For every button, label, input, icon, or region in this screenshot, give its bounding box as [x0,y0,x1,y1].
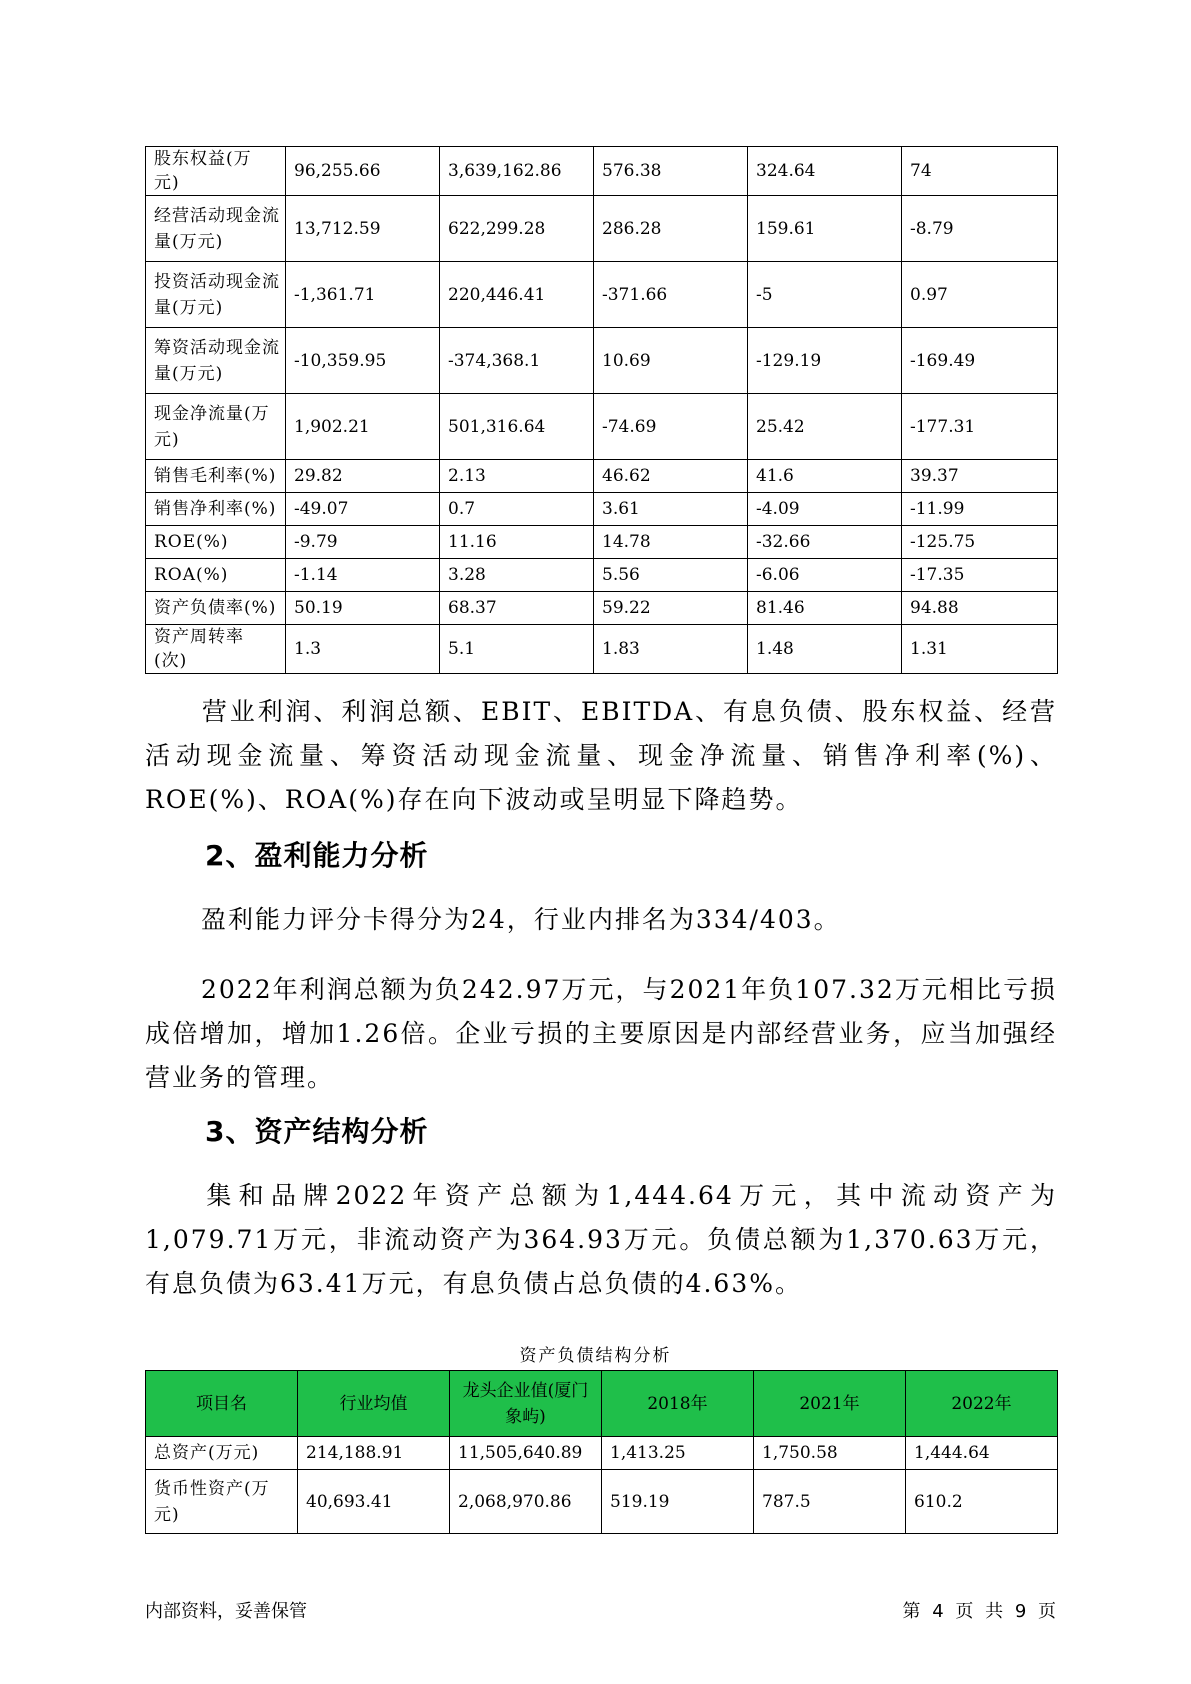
cell-industry-avg: 1,902.21 [286,394,440,460]
cell-industry-avg: -9.79 [286,526,440,559]
row-label: 销售毛利率(%) [146,460,286,493]
asset-structure-text: 集和品牌2022年资产总额为1,444.64万元，其中流动资产为1,079.71万元，非流动资产为364.93万元。负债总额为1,370.63万元，有息负债为63.41万元，有息负债占总负债的4.63%。 [145,1181,1057,1298]
trend-summary-text: 营业利润、利润总额、EBIT、EBITDA、有息负债、股东权益、经营活动现金流量、筹资活动现金流量、现金净流量、销售净利率(%)、ROE(%)、ROA(%)存在向下波动或呈明显下降趋势。 [145,697,1057,814]
cell-2018: 5.56 [594,559,748,592]
cell-2018: 3.61 [594,493,748,526]
cell-industry-avg: 50.19 [286,592,440,625]
cell-2018: 576.38 [594,147,748,196]
section-heading-profitability: 2、盈利能力分析 [205,839,429,872]
table-row [146,262,1058,328]
cell-leader: 3,639,162.86 [440,147,594,196]
cell-2022: -8.79 [902,196,1058,262]
cell-2022: 1.31 [902,625,1058,674]
row-label: 销售净利率(%) [146,493,286,526]
row-label: 资产周转率(次) [146,625,286,674]
cell-2021: -5 [748,262,902,328]
cell-2022: -177.31 [902,394,1058,460]
header-2021: 2021年 [754,1371,906,1437]
cell-2021: 25.42 [748,394,902,460]
row-label: 资产负债率(%) [146,592,286,625]
cell-2021: 159.61 [748,196,902,262]
table-row [146,147,1058,196]
cell-2022: 0.97 [902,262,1058,328]
cell-2018: 14.78 [594,526,748,559]
header-2022: 2022年 [906,1371,1058,1437]
profitability-score-paragraph [145,898,1057,942]
table-row [146,196,1058,262]
table-row [146,1470,1058,1534]
financial-indicators-table [145,146,1058,674]
table-row [146,526,1058,559]
table-row [146,625,1058,674]
row-label: 股东权益(万元) [146,147,286,196]
cell-industry-avg: 40,693.41 [298,1470,450,1534]
cell-2022: -17.35 [902,559,1058,592]
cell-2021: -129.19 [748,328,902,394]
cell-2021: 787.5 [754,1470,906,1534]
cell-leader: 68.37 [440,592,594,625]
cell-2021: 1,750.58 [754,1437,906,1470]
cell-2022: 1,444.64 [906,1437,1058,1470]
cell-2021: -4.09 [748,493,902,526]
cell-leader: 2,068,970.86 [450,1470,602,1534]
table-header-row [146,1371,1058,1437]
cell-industry-avg: -1,361.71 [286,262,440,328]
cell-industry-avg: -1.14 [286,559,440,592]
cell-2018: 10.69 [594,328,748,394]
table-row [146,1437,1058,1470]
row-label: 筹资活动现金流量(万元) [146,328,286,394]
cell-2021: 1.48 [748,625,902,674]
profit-analysis-paragraph [145,968,1057,1100]
cell-2022: 74 [902,147,1058,196]
table-caption: 资产负债结构分析 [519,1346,672,1366]
cell-2022: 94.88 [902,592,1058,625]
cell-industry-avg: 13,712.59 [286,196,440,262]
cell-leader: 11,505,640.89 [450,1437,602,1470]
cell-leader: 3.28 [440,559,594,592]
cell-2018: 1,413.25 [602,1437,754,1470]
cell-2021: -32.66 [748,526,902,559]
cell-2018: 1.83 [594,625,748,674]
asset-liability-structure-table [145,1370,1058,1534]
cell-industry-avg: -10,359.95 [286,328,440,394]
cell-leader: 220,446.41 [440,262,594,328]
cell-industry-avg: 214,188.91 [298,1437,450,1470]
table-row [146,394,1058,460]
cell-2021: -6.06 [748,559,902,592]
header-leader: 龙头企业值(厦门象屿) [450,1371,602,1437]
cell-2022: -169.49 [902,328,1058,394]
cell-2022: -11.99 [902,493,1058,526]
cell-2021: 324.64 [748,147,902,196]
cell-leader: 0.7 [440,493,594,526]
cell-2018: 59.22 [594,592,748,625]
cell-industry-avg: 1.3 [286,625,440,674]
table-row [146,559,1058,592]
row-label: 总资产(万元) [146,1437,298,1470]
section-heading-asset-structure: 3、资产结构分析 [205,1115,429,1148]
row-label: 经营活动现金流量(万元) [146,196,286,262]
profitability-score-text: 盈利能力评分卡得分为24，行业内排名为334/403。 [201,905,841,934]
cell-2021: 81.46 [748,592,902,625]
cell-2018: -371.66 [594,262,748,328]
table-row [146,460,1058,493]
cell-leader: 2.13 [440,460,594,493]
cell-leader: 11.16 [440,526,594,559]
header-item-name: 项目名 [146,1371,298,1437]
cell-leader: -374,368.1 [440,328,594,394]
cell-2018: 46.62 [594,460,748,493]
row-label: 现金净流量(万元) [146,394,286,460]
row-label: 投资活动现金流量(万元) [146,262,286,328]
cell-2018: 519.19 [602,1470,754,1534]
cell-2018: -74.69 [594,394,748,460]
header-2018: 2018年 [602,1371,754,1437]
cell-leader: 501,316.64 [440,394,594,460]
cell-industry-avg: 29.82 [286,460,440,493]
cell-leader: 5.1 [440,625,594,674]
cell-2021: 41.6 [748,460,902,493]
cell-2022: 610.2 [906,1470,1058,1534]
cell-industry-avg: 96,255.66 [286,147,440,196]
profit-analysis-text: 2022年利润总额为负242.97万元，与2021年负107.32万元相比亏损成倍增加，增加1.26倍。企业亏损的主要原因是内部经营业务，应当加强经营业务的管理。 [145,975,1057,1092]
cell-leader: 622,299.28 [440,196,594,262]
header-industry-avg: 行业均值 [298,1371,450,1437]
cell-industry-avg: -49.07 [286,493,440,526]
cell-2022: 39.37 [902,460,1058,493]
cell-2022: -125.75 [902,526,1058,559]
table-row [146,493,1058,526]
table-row [146,328,1058,394]
trend-summary-paragraph [145,690,1057,822]
footer-page-number: 第 4 页 共 9 页 [902,1601,1056,1622]
cell-2018: 286.28 [594,196,748,262]
footer-confidential-note: 内部资料，妥善保管 [145,1601,307,1622]
row-label: ROA(%) [146,559,286,592]
table-row [146,592,1058,625]
row-label: ROE(%) [146,526,286,559]
row-label: 货币性资产(万元) [146,1470,298,1534]
asset-structure-paragraph [145,1174,1057,1306]
